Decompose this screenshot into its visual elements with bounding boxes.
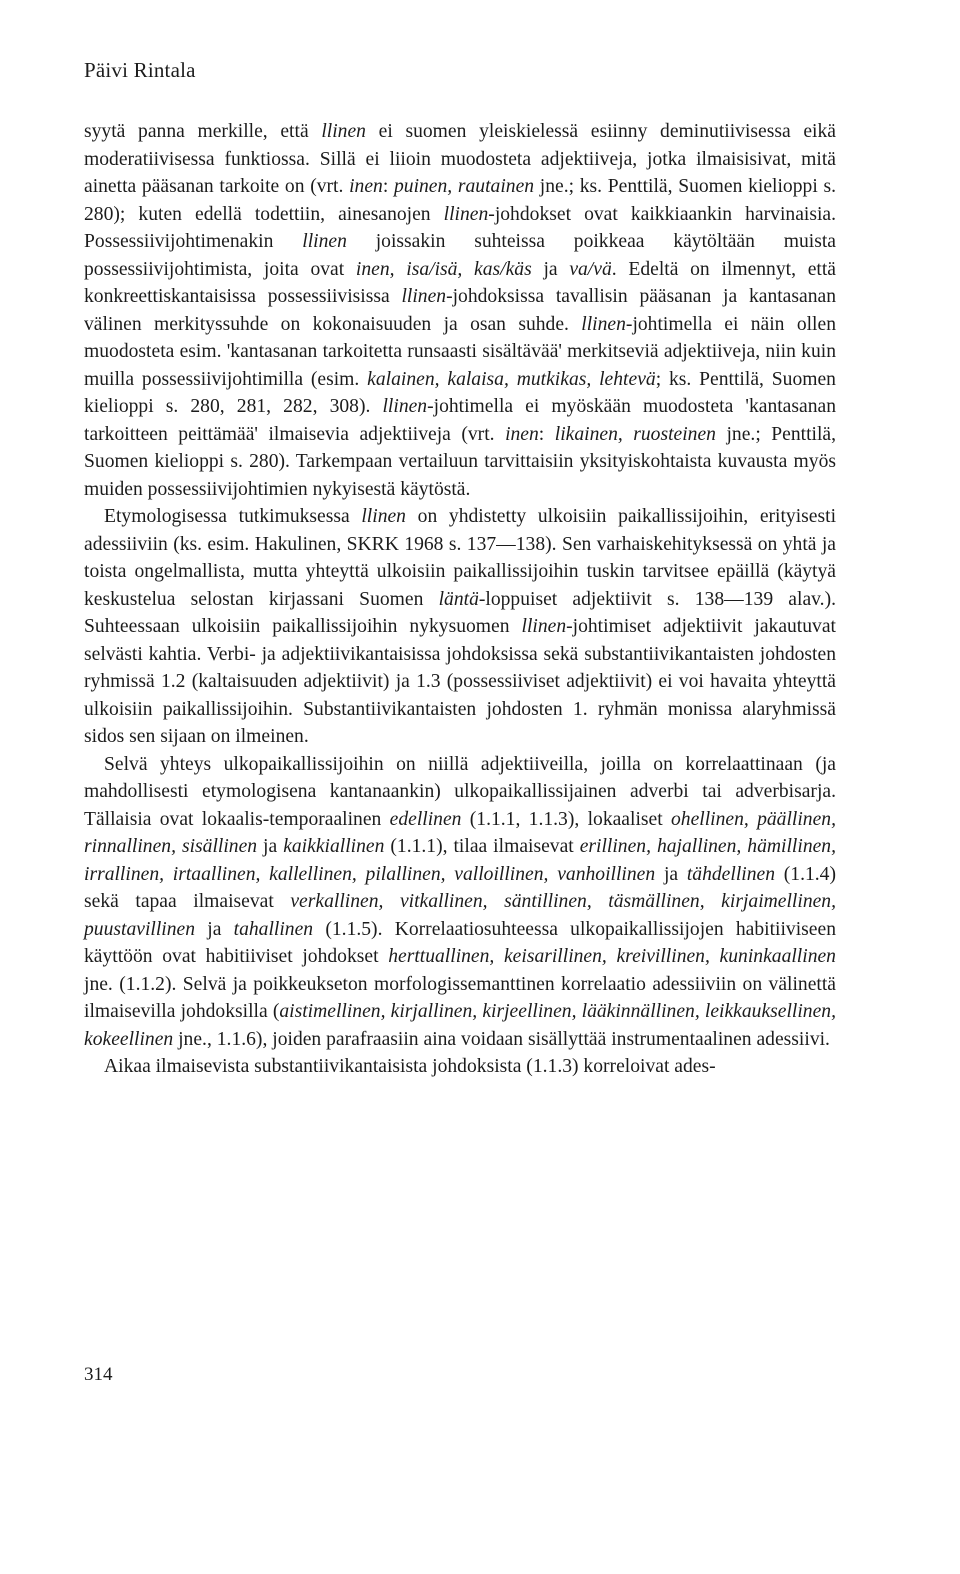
italic-term: inen bbox=[505, 423, 539, 445]
text-run: (1.1.1), tilaa ilmaisevat bbox=[384, 836, 580, 857]
italic-term: likainen, ruosteinen bbox=[554, 423, 716, 445]
text-run: (1.1.5). Korrelaatiosuhteessa ulkopaikallissijojen habitiiviseen käyttöön ovat habitiiviset johdokset bbox=[84, 918, 836, 967]
italic-term: llinen bbox=[443, 203, 489, 225]
italic-term: llinen bbox=[361, 506, 406, 527]
text-run: -loppuiset adjektiivit s. 138—139 alav.). Suhteessaan ulkoisiin paikallissijoihin nykysuomen bbox=[84, 588, 836, 637]
italic-term: llinen bbox=[382, 396, 428, 417]
italic-term: kaikkiallinen bbox=[283, 836, 385, 857]
text-run: Etymologisessa tutkimuksessa bbox=[104, 506, 362, 527]
italic-term: va/vä bbox=[569, 258, 612, 280]
text-run: -johtimella ei näin ollen muodosteta esim. 'kantasanan tarkoitetta runsaasti sisältävää' merkitseviä adjektiiveja, niin kuin muilla possessiivijohtimilla (esim. bbox=[84, 313, 836, 390]
text-run: -johtimella ei myöskään muodosteta 'kantasanan tarkoitteen peittämää' ilmaisevia adjektiiveja (vrt. bbox=[84, 396, 836, 445]
page-number: 314 bbox=[84, 1364, 113, 1385]
text-run: on yhdistetty ulkoisiin paikallissijoihin, erityisesti adessiiviin (ks. esim. Hakulinen, SKRK 1968 s. 137—138). Sen varhaiskehityksessä on yhtä ja toista ongelmallista, mutta yhteyttä ulkoisiin paikallissijoihin tuskin tarvitsee epäillä (käytyä keskustelua selostan kirjassani Suomen bbox=[84, 506, 837, 610]
text-run: jne.; Penttilä, Suomen kielioppi s. 280). Tarkempaan vertailuun tarvittaisiin yksityiskohtaista kuvausta myös muiden possessiivijohtimien nykyisestä käytöstä. bbox=[84, 423, 837, 500]
text-run: -johtimiset adjektiivit jakautuvat selvästi kahtia. Verbi- ja adjektiivikantaisissa johdoksissa sekä substantiivikantaisten johdosten ryhmissä 1.2 (kaltaisuuden adjektiivit) ja 1.3 (possessiiviset adjektiivit) ei voi havaita yhteyttä ulkoisiin paikallissijoihin. Substantiivikantaisten johdosten 1. ryhmän monissa alaryhmissä sidos sen sijaan on ilmeinen. bbox=[84, 616, 836, 747]
text-run: ja bbox=[531, 258, 570, 280]
italic-term: tahallinen bbox=[233, 918, 314, 940]
italic-term: inen bbox=[349, 176, 383, 197]
italic-term: kalainen, kalaisa, mutkikas, lehtevä bbox=[367, 368, 656, 390]
italic-term: aistimellinen, kirjallinen, kirjeellinen, lääkinnällinen, leikkauksellinen, kokeellinen bbox=[84, 1001, 836, 1050]
paragraph bbox=[84, 118, 836, 503]
running-head: Päivi Rintala bbox=[84, 58, 196, 82]
text-run: ei suomen yleiskielessä esiinny deminutiivisessa eikä moderatiivisessa funktiossa. Sillä ei liioin muodosteta adjektiiveja, jotka ilmaisisivat, mitä ainetta pääsanan tarkoite on (vrt. bbox=[84, 121, 836, 197]
text-run: -johdokset ovat kaikkiaankin harvinaisia. Possessiivijohtimenakin bbox=[84, 203, 836, 252]
italic-term: läntä bbox=[438, 588, 479, 610]
text-run: (1.1.1, 1.1.3), lokaaliset bbox=[461, 808, 671, 830]
italic-term: llinen bbox=[401, 286, 447, 307]
text-run: ja bbox=[195, 918, 234, 940]
text-run: Selvä yhteys ulkopaikallissijoihin on niillä adjektiiveilla, joilla on korrelaattinaan (ja mahdollisesti etymologisena kantanaankin) ulkopaikallissijainen adverbi tai adverbisarja. Tällaisia ovat lokaalis-temporaalinen bbox=[84, 753, 836, 830]
italic-term: ohellinen, päällinen, rinnallinen, sisällinen bbox=[84, 808, 836, 857]
text-run: : bbox=[382, 176, 394, 197]
text-run: jne., 1.1.6), joiden parafraasiin aina voidaan sisällyttää instrumentaalinen adessiivi. bbox=[173, 1028, 830, 1050]
italic-term: llinen bbox=[321, 121, 366, 142]
italic-term: herttuallinen, keisarillinen, kreivillinen, kuninkaallinen bbox=[388, 946, 836, 967]
italic-term: erillinen, hajallinen, hämillinen, irrallinen, irtaallinen, kallellinen, pilallinen, valloillinen, vanhoillinen bbox=[84, 836, 837, 885]
italic-term: verkallinen, vitkallinen, säntillinen, täsmällinen, kirjaimellinen, puustavillinen bbox=[84, 891, 837, 940]
italic-term: llinen bbox=[581, 313, 626, 335]
text-run: -johdoksissa tavallisin pääsanan ja kantasanan välinen merkityssuhde on kokonaisuuden ja osan suhde. bbox=[84, 286, 836, 335]
text-run: : bbox=[538, 423, 555, 445]
text-run: Aikaa ilmaisevista substantiivikantaisista johdoksista (1.1.3) korreloivat ades- bbox=[104, 1056, 716, 1077]
text-run: ja bbox=[257, 836, 284, 857]
text-run: . Edeltä on ilmennyt, että konkreettiskantaisissa possessiivisissa bbox=[84, 258, 836, 307]
text-run: ja bbox=[655, 863, 687, 885]
text-run: ; ks. Penttilä, Suomen kielioppi s. 280, 281, 282, 308). bbox=[84, 368, 836, 417]
text-run: syytä panna merkille, että bbox=[84, 121, 322, 142]
italic-term: llinen bbox=[302, 231, 347, 252]
paragraph bbox=[84, 751, 836, 1054]
text-run: joissakin suhteissa poikkeaa käytöltään muista possessiivijohtimista, joita ovat bbox=[84, 231, 836, 280]
text-run: jne. (1.1.2). Selvä ja poikkeukseton morfologissemanttinen korrelaatio adessiiviin on välinettä ilmaisevilla johdoksilla ( bbox=[84, 973, 836, 1022]
italic-term: edellinen bbox=[389, 808, 462, 830]
paragraph bbox=[84, 503, 836, 751]
text-run: jne.; ks. Penttilä, Suomen kielioppi s. 280); kuten edellä todettiin, ainesanojen bbox=[84, 176, 836, 225]
italic-term: tähdellinen bbox=[686, 863, 775, 885]
italic-term: inen, isa/isä, kas/käs bbox=[355, 258, 532, 280]
body-text bbox=[84, 118, 836, 1081]
italic-term: puinen, rautainen bbox=[393, 176, 535, 197]
text-run: (1.1.4) sekä tapaa ilmaisevat bbox=[84, 863, 837, 912]
paragraph bbox=[84, 1053, 836, 1081]
italic-term: llinen bbox=[521, 616, 567, 637]
